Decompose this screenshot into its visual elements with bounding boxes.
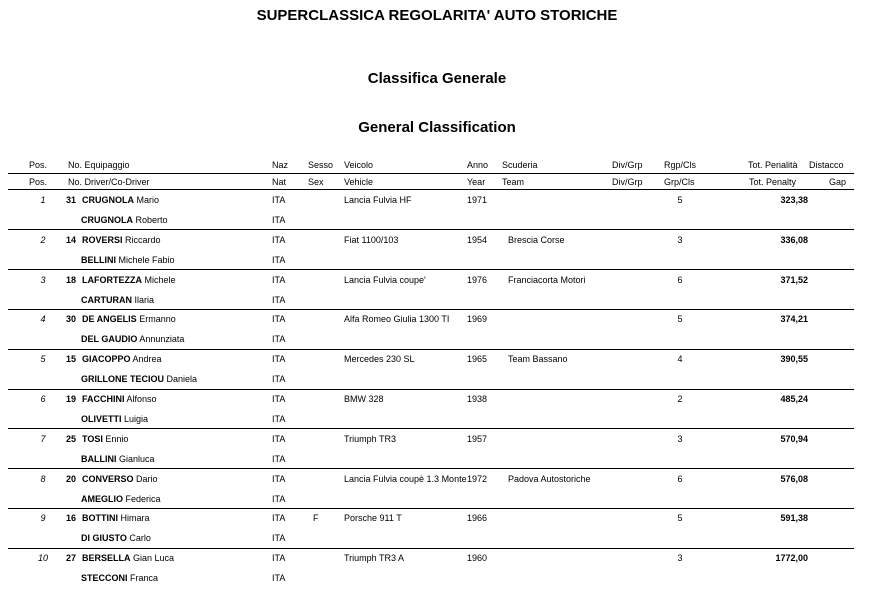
header-nat-en: Nat — [272, 177, 287, 187]
table-row — [0, 469, 874, 509]
year: 1960 — [467, 553, 488, 564]
total-penalty: 323,38 — [780, 195, 808, 205]
driver-last-name: TOSI — [82, 433, 103, 444]
class: 4 — [677, 354, 683, 365]
year: 1976 — [467, 274, 488, 285]
driver-nationality: ITA — [272, 274, 286, 285]
total-penalty: 485,24 — [780, 394, 808, 404]
driver-nationality: ITA — [272, 195, 286, 205]
year: 1954 — [467, 234, 488, 245]
total-penalty: 1772,00 — [775, 553, 808, 564]
table-row — [0, 309, 874, 349]
codriver-first-name: Franca — [130, 573, 159, 584]
header-vehicle: Veicolo — [344, 160, 374, 170]
codriver-last-name: CARTURAN — [81, 294, 132, 305]
driver-nationality: ITA — [272, 473, 286, 484]
column-header-english — [0, 177, 874, 189]
position: 7 — [40, 433, 46, 444]
car-number: 16 — [66, 513, 77, 524]
position: 4 — [40, 314, 46, 325]
codriver-nationality: ITA — [272, 254, 286, 265]
driver-first-name: Dario — [136, 473, 158, 484]
codriver-first-name: Ilaria — [134, 294, 155, 305]
driver-last-name: FACCHINI — [82, 394, 125, 404]
codriver-nationality: ITA — [272, 533, 286, 544]
car-number: 19 — [66, 394, 77, 404]
vehicle: Porsche 911 T — [344, 513, 402, 524]
codriver-nationality: ITA — [272, 453, 286, 464]
codriver-nationality: ITA — [272, 414, 286, 424]
driver-name — [82, 235, 161, 245]
driver-last-name: CRUGNOLA — [82, 195, 134, 205]
vehicle: Triumph TR3 — [344, 433, 397, 444]
codriver-last-name: OLIVETTI — [81, 414, 122, 424]
header-team: Scuderia — [502, 160, 538, 170]
year: 1957 — [467, 433, 488, 444]
total-penalty: 591,38 — [780, 513, 808, 524]
class: 5 — [677, 513, 683, 524]
position: 9 — [40, 513, 46, 524]
event-title: SUPERCLASSICA REGOLARITA' AUTO STORICHE — [256, 7, 618, 24]
total-penalty: 576,08 — [780, 473, 808, 484]
car-number: 25 — [66, 433, 77, 444]
driver-first-name: Gian Luca — [133, 553, 175, 564]
header-penalty-en: Tot. Penalty — [749, 177, 797, 187]
team: Brescia Corse — [508, 234, 565, 245]
vehicle: Lancia Fulvia coupè 1.3 Monte — [344, 473, 467, 484]
driver-nationality: ITA — [272, 513, 286, 524]
codriver-last-name: DEL GAUDIO — [81, 334, 138, 345]
codriver-first-name: Federica — [125, 493, 161, 504]
position: 5 — [40, 354, 46, 365]
header-div: Div/Grp — [612, 160, 643, 170]
driver-first-name: Riccardo — [125, 234, 161, 245]
header-nat: Naz — [272, 160, 289, 170]
codriver-first-name: Michele Fabio — [118, 254, 175, 265]
codriver-first-name: Gianluca — [119, 453, 155, 464]
codriver-nationality: ITA — [272, 215, 286, 225]
driver-first-name: Alfonso — [126, 394, 157, 404]
vehicle: Fiat 1100/103 — [344, 234, 399, 245]
header-penalty: Tot. Penalità — [748, 160, 798, 170]
codriver-name — [81, 334, 184, 344]
class: 3 — [677, 234, 683, 245]
driver-first-name: Andrea — [132, 354, 162, 365]
class: 5 — [677, 314, 683, 325]
table-row — [0, 548, 874, 588]
driver-nationality: ITA — [272, 234, 286, 245]
codriver-name — [81, 215, 168, 225]
car-number: 15 — [66, 354, 77, 365]
table-row — [0, 349, 874, 389]
codriver-last-name: CRUGNOLA — [81, 215, 133, 225]
year: 1938 — [467, 394, 488, 404]
driver-name — [82, 434, 128, 444]
position: 8 — [40, 473, 46, 484]
codriver-last-name: GRILLONE TECIOU — [81, 374, 164, 385]
vehicle: Lancia Fulvia coupe' — [344, 274, 426, 285]
codriver-name — [81, 255, 175, 265]
header-gap: Distacco — [809, 160, 844, 170]
driver-name — [82, 354, 162, 364]
total-penalty: 390,55 — [780, 354, 808, 365]
codriver-nationality: ITA — [272, 493, 286, 504]
codriver-nationality: ITA — [272, 334, 286, 345]
header-divider — [8, 173, 854, 174]
driver-first-name: Michele — [144, 274, 176, 285]
driver-name — [82, 275, 176, 285]
codriver-name — [81, 414, 148, 424]
column-header-italian — [0, 160, 874, 172]
driver-last-name: DE ANGELIS — [82, 314, 137, 325]
table-row — [0, 508, 874, 548]
header-pos: Pos. — [29, 160, 48, 170]
codriver-nationality: ITA — [272, 374, 286, 385]
driver-name — [82, 513, 150, 523]
codriver-first-name: Roberto — [135, 215, 168, 225]
driver-name — [82, 553, 174, 563]
year: 1971 — [467, 195, 488, 205]
team: Padova Autostoriche — [508, 473, 591, 484]
header-sex: Sesso — [308, 160, 334, 170]
total-penalty: 371,52 — [780, 274, 808, 285]
class: 2 — [677, 394, 683, 404]
driver-first-name: Ermanno — [139, 314, 176, 325]
class: 6 — [677, 274, 683, 285]
class: 5 — [677, 195, 683, 205]
header-team-en: Team — [502, 177, 525, 187]
year: 1966 — [467, 513, 488, 524]
driver-last-name: BERSELLA — [82, 553, 131, 564]
class: 3 — [677, 433, 683, 444]
header-class-en: Grp/Cls — [664, 177, 695, 187]
codriver-last-name: BALLINI — [81, 453, 117, 464]
codriver-first-name: Annunziata — [139, 334, 185, 345]
codriver-name — [81, 494, 161, 504]
vehicle: Triumph TR3 A — [344, 553, 405, 564]
car-number: 31 — [66, 195, 77, 205]
class: 6 — [677, 473, 683, 484]
header-crew-en: No. Driver/Co-Driver — [68, 177, 150, 187]
driver-last-name: LAFORTEZZA — [82, 274, 142, 285]
vehicle: Lancia Fulvia HF — [344, 195, 412, 205]
position: 6 — [40, 394, 46, 404]
codriver-first-name: Luigia — [124, 414, 149, 424]
driver-nationality: ITA — [272, 553, 286, 564]
codriver-nationality: ITA — [272, 294, 286, 305]
header-gap-en: Gap — [829, 177, 847, 187]
total-penalty: 570,94 — [780, 433, 808, 444]
codriver-nationality: ITA — [272, 573, 286, 584]
driver-name — [82, 474, 158, 484]
class: 3 — [677, 553, 683, 564]
car-number: 27 — [66, 553, 77, 564]
classification-title-en: General Classification — [358, 119, 516, 136]
driver-first-name: Himara — [120, 513, 150, 524]
year: 1965 — [467, 354, 488, 365]
vehicle: Mercedes 230 SL — [344, 354, 415, 365]
codriver-name — [81, 295, 154, 305]
total-penalty: 336,08 — [780, 234, 808, 245]
header-year-en: Year — [467, 177, 486, 187]
codriver-name — [81, 573, 158, 583]
position: 1 — [40, 195, 46, 205]
driver-nationality: ITA — [272, 354, 286, 365]
car-number: 14 — [66, 234, 77, 245]
vehicle: Alfa Romeo Giulia 1300 TI — [344, 314, 450, 325]
header-class: Rgp/Cls — [664, 160, 697, 170]
year: 1969 — [467, 314, 488, 325]
driver-last-name: CONVERSO — [82, 473, 134, 484]
header-div-en: Div/Grp — [612, 177, 643, 187]
position: 3 — [40, 274, 46, 285]
header-year: Anno — [467, 160, 489, 170]
sex: F — [313, 513, 319, 524]
driver-name — [82, 314, 176, 324]
header-vehicle-en: Vehicle — [344, 177, 374, 187]
car-number: 30 — [66, 314, 77, 325]
header-sex-en: Sex — [308, 177, 324, 187]
driver-last-name: GIACOPPO — [82, 354, 131, 365]
table-row — [0, 429, 874, 469]
table-row — [0, 389, 874, 429]
car-number: 20 — [66, 473, 77, 484]
total-penalty: 374,21 — [780, 314, 808, 325]
table-row — [0, 270, 874, 310]
car-number: 18 — [66, 274, 77, 285]
codriver-first-name: Daniela — [166, 374, 198, 385]
codriver-last-name: DI GIUSTO — [81, 533, 127, 544]
driver-name — [82, 394, 157, 404]
table-row — [0, 230, 874, 270]
position: 10 — [37, 553, 48, 564]
codriver-first-name: Carlo — [129, 533, 151, 544]
codriver-name — [81, 454, 155, 464]
classification-title-it: Classifica Generale — [367, 70, 507, 87]
position: 2 — [40, 234, 46, 245]
header-crew: No. Equipaggio — [68, 160, 130, 170]
driver-first-name: Mario — [136, 195, 160, 205]
codriver-last-name: AMEGLIO — [81, 493, 123, 504]
team: Franciacorta Motori — [508, 274, 586, 285]
codriver-name — [81, 374, 197, 384]
driver-last-name: ROVERSI — [82, 234, 123, 245]
codriver-last-name: BELLINI — [81, 254, 116, 265]
header-pos-en: Pos. — [29, 177, 48, 187]
driver-first-name: Ennio — [105, 433, 129, 444]
driver-name — [82, 195, 159, 205]
codriver-name — [81, 533, 151, 543]
table-row — [0, 190, 874, 230]
driver-last-name: BOTTINI — [82, 513, 118, 524]
team: Team Bassano — [508, 354, 568, 365]
codriver-last-name: STECCONI — [81, 573, 128, 584]
driver-nationality: ITA — [272, 314, 286, 325]
vehicle: BMW 328 — [344, 394, 384, 404]
year: 1972 — [467, 473, 488, 484]
driver-nationality: ITA — [272, 433, 286, 444]
driver-nationality: ITA — [272, 394, 286, 404]
